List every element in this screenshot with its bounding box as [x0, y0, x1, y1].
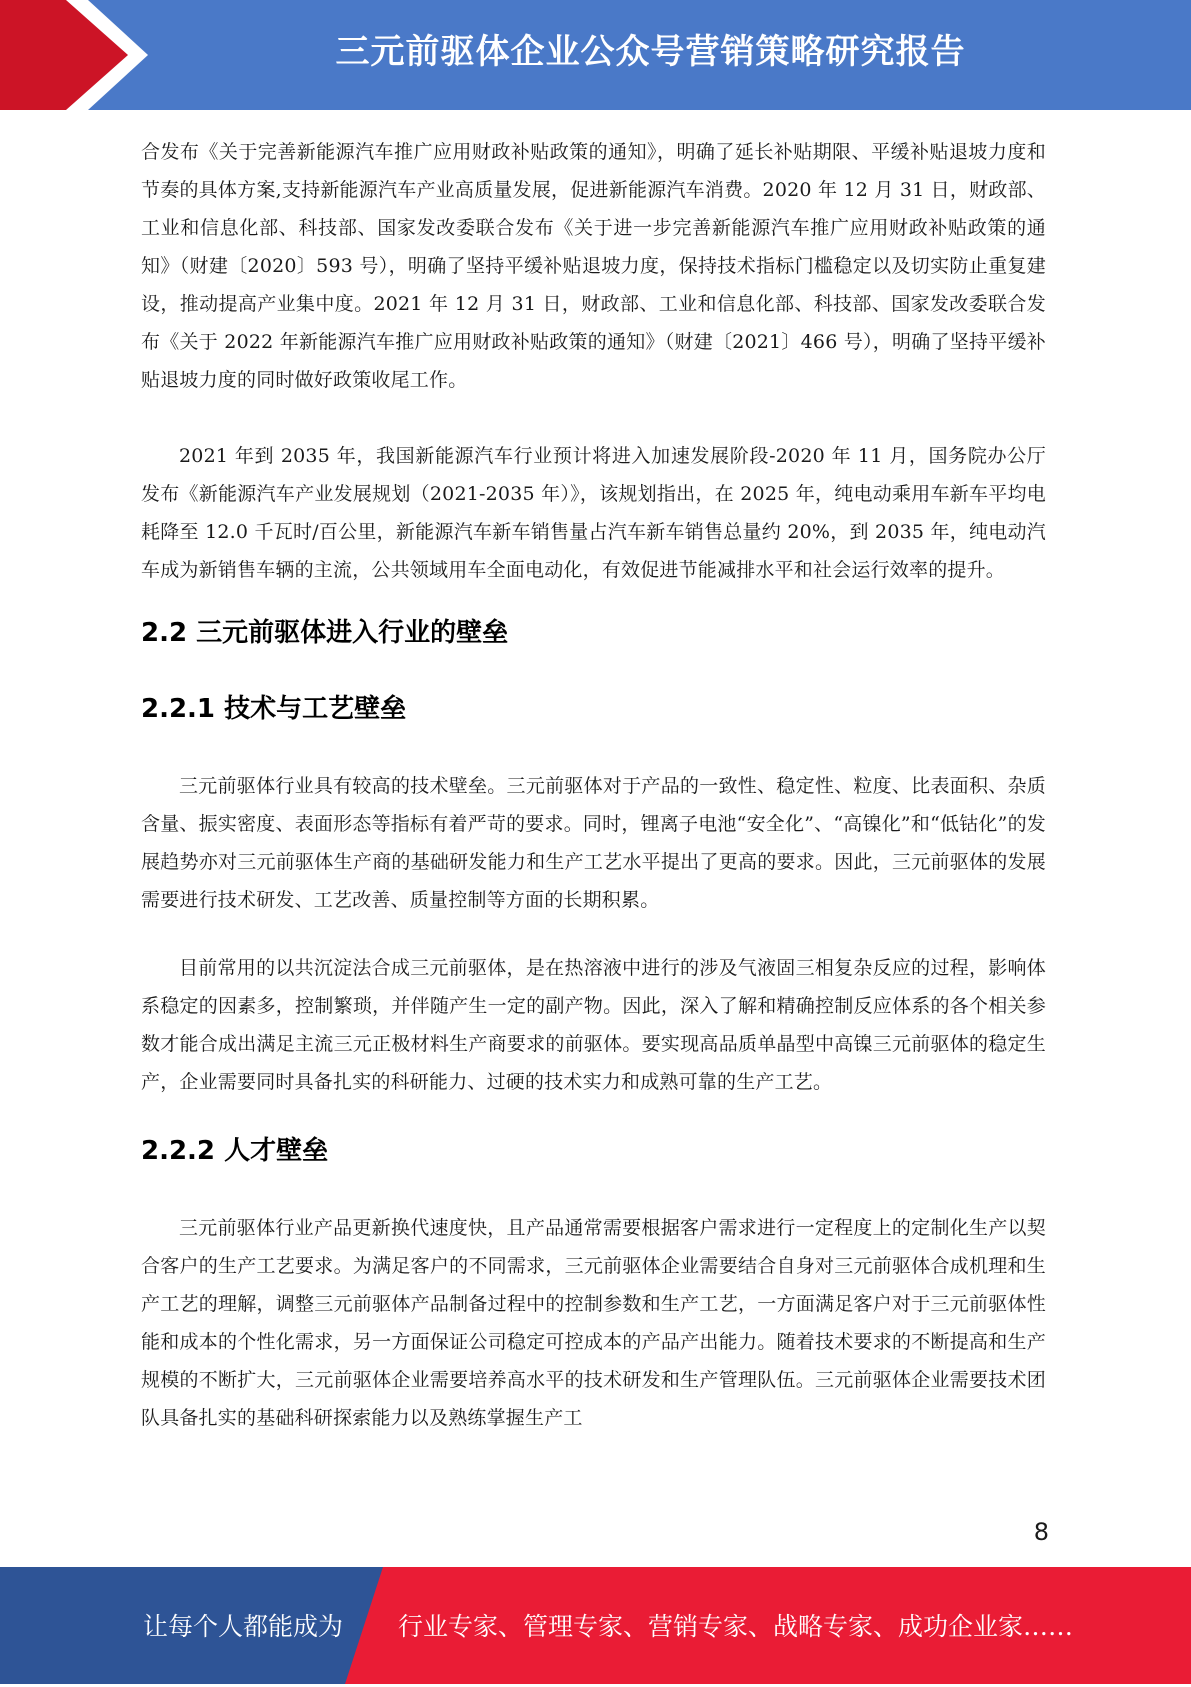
footer-slogan-right: 行业专家、管理专家、营销专家、战略专家、成功企业家……: [398, 1612, 1074, 1641]
paragraph-talent-barrier: 三元前驱体行业产品更新换代速度快，且产品通常需要根据客户需求进行一定程度上的定制化生产以契合客户的生产工艺要求。为满足客户的不同需求，三元前驱体企业需要结合自身对三元前驱体合成机理和生产工艺的理解，调整三元前驱体产品制备过程中的控制参数和生产工艺，一方面满足客户对于三元前驱体性能和成本的个性化需求，另一方面保证公司稳定可控成本的产品产出能力。随着技术要求的不断提高和生产规模的不断扩大，三元前驱体企业需要培养高水平的技术研发和生产管理队伍。三元前驱体企业需要技术团队具备扎实的基础科研探索能力以及熟练掌握生产工: [141, 1217, 1046, 1429]
page-header: [0, 0, 1191, 110]
paragraph-coprecipitation: 目前常用的以共沉淀法合成三元前驱体，是在热溶液中进行的涉及气液固三相复杂反应的过程，影响体系稳定的因素多，控制繁琐，并伴随产生一定的副产物。因此，深入了解和精确控制反应体系的各个相关参数才能合成出满足主流三元正极材料生产商要求的前驱体。要实现高品质单晶型中高镍三元前驱体的稳定生产，企业需要同时具备扎实的科研能力、过硬的技术实力和成熟可靠的生产工艺。: [141, 957, 1046, 1093]
paragraph-development-plan: 2021 年到 2035 年，我国新能源汽车行业预计将进入加速发展阶段-2020 年 11 月，国务院办公厅发布《新能源汽车产业发展规划（2021-2035 年）》，该规划指出，在 2025 年，纯电动乘用车新车平均电耗降至 12.0 千瓦时/百公里，新能源汽车新车销售量占汽车新车销售总量约 20%，到 2035 年，纯电动汽车成为新销售车辆的主流，公共领域用车全面电动化，有效促进节能减排水平和社会运行效率的提升。: [141, 445, 1046, 581]
page-footer: [0, 1567, 1191, 1684]
subsection-heading-2-2-1: 2.2.1 技术与工艺壁垒: [141, 694, 407, 724]
section-heading-2-2: 2.2 三元前驱体进入行业的壁垒: [141, 618, 509, 648]
report-title: 三元前驱体企业公众号营销策略研究报告: [335, 32, 966, 72]
header-chevron-decoration: [0, 0, 150, 110]
page-number: 8: [1033, 1518, 1049, 1546]
paragraph-subsidy-policy: 合发布《关于完善新能源汽车推广应用财政补贴政策的通知》，明确了延长补贴期限、平缓补贴退坡力度和节奏的具体方案,支持新能源汽车产业高质量发展，促进新能源汽车消费。2020 年 12 月 31 日，财政部、工业和信息化部、科技部、国家发改委联合发布《关于进一步完善新能源汽车推广应用财政补贴政策的通知》（财建〔2020〕593 号），明确了坚持平缓补贴退坡力度，保持技术指标门槛稳定以及切实防止重复建设，推动提高产业集中度。2021 年 12 月 31 日，财政部、工业和信息化部、科技部、国家发改委联合发布《关于 2022 年新能源汽车推广应用财政补贴政策的通知》（财建〔2021〕466 号），明确了坚持平缓补贴退坡力度的同时做好政策收尾工作。: [141, 141, 1046, 391]
footer-slogan-left: 让每个人都能成为: [143, 1612, 344, 1641]
document-body: [141, 133, 1046, 1437]
paragraph-technical-barrier: 三元前驱体行业具有较高的技术壁垒。三元前驱体对于产品的一致性、稳定性、粒度、比表面积、杂质含量、振实密度、表面形态等指标有着严苛的要求。同时，锂离子电池“安全化”、“高镍化”和“低钴化”的发展趋势亦对三元前驱体生产商的基础研发能力和生产工艺水平提出了更高的要求。因此，三元前驱体的发展需要进行技术研发、工艺改善、质量控制等方面的长期积累。: [141, 775, 1046, 911]
subsection-heading-2-2-2: 2.2.2 人才壁垒: [141, 1136, 329, 1166]
